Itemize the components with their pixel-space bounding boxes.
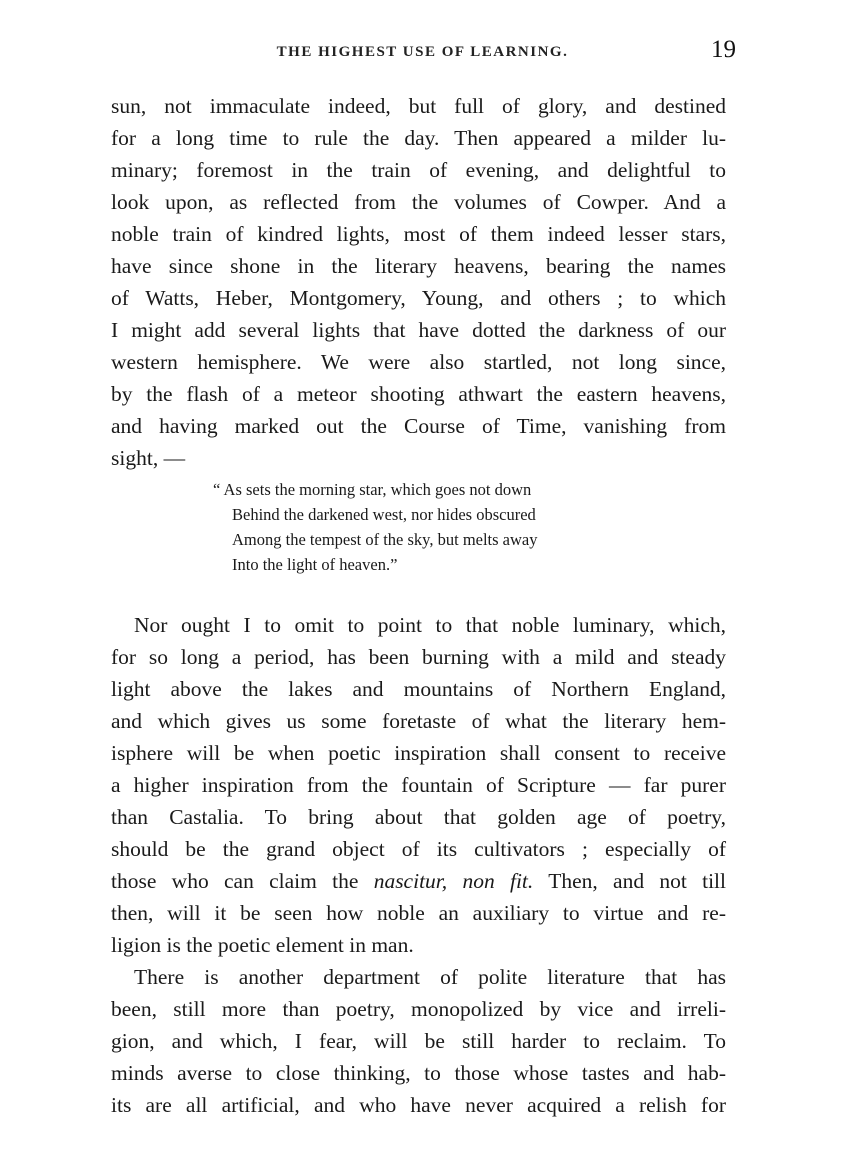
text-segment [447,869,462,893]
text-line: I might add several lights that have dotted the darkness of our [111,318,726,342]
quote-line: Behind the darkened west, nor hides obscured [232,505,536,524]
text-line: light above the lakes and mountains of Northern England, [111,677,726,701]
text-line: and having marked out the Course of Time, vanishing from [111,414,726,438]
text-line: for a long time to rule the day. Then appeared a milder lu- [111,126,726,150]
text-line: sight, — [111,446,186,470]
text-line: have since shone in the literary heavens, bearing the names [111,254,726,278]
text-line: than Castalia. To bring about that golden age of poetry, [111,805,726,829]
text-line: for so long a period, has been burning with a mild and steady [111,645,726,669]
latin-phrase: nascitur, [373,869,448,893]
quote-line: Among the tempest of the sky, but melts away [232,530,538,549]
text-line: There is another department of polite literature that has [134,965,726,989]
quote-line: “ As sets the morning star, which goes not down [213,480,532,499]
text-line: been, still more than poetry, monopolized by vice and irreli- [111,997,726,1021]
text-line: Nor ought I to omit to point to that noble luminary, which, [134,613,726,637]
text-line: of Watts, Heber, Montgomery, Young, and others ; to which [111,286,726,310]
text-line: noble train of kindred lights, most of them indeed lesser stars, [111,222,726,246]
text-line: and which gives us some foretaste of what the literary hem- [111,709,726,733]
text-line: gion, and which, I fear, will be still harder to reclaim. To [111,1029,726,1053]
page-number: 19 [711,36,736,63]
running-head: THE HIGHEST USE OF LEARNING. [276,44,569,60]
text-line: look upon, as reflected from the volumes of Cowper. And a [111,190,726,214]
text-line: by the flash of a meteor shooting athwart the eastern heavens, [111,382,726,406]
quote-line: Into the light of heaven.” [232,555,398,574]
text-line-latin [111,866,726,897]
text-line: minds averse to close thinking, to those whose tastes and hab- [111,1061,726,1085]
text-line: then, will it be seen how noble an auxiliary to virtue and re- [111,901,726,925]
text-line: should be the grand object of its cultivators ; especially of [111,837,726,861]
text-segment: Then, and not till [533,869,727,893]
text-line: minary; foremost in the train of evening, and delightful to [111,158,726,182]
text-line: isphere will be when poetic inspiration shall consent to receive [111,741,726,765]
text-line: sun, not immaculate indeed, but full of glory, and destined [111,94,726,118]
latin-phrase: non fit. [462,869,534,893]
text-line: western hemisphere. We were also startled, not long since, [111,350,726,374]
text-line: its are all artificial, and who have never acquired a relish for [111,1093,726,1117]
text-line: ligion is the poetic element in man. [111,933,414,957]
text-segment: those who can claim the [111,869,374,893]
text-line: a higher inspiration from the fountain of Scripture — far purer [111,773,726,797]
